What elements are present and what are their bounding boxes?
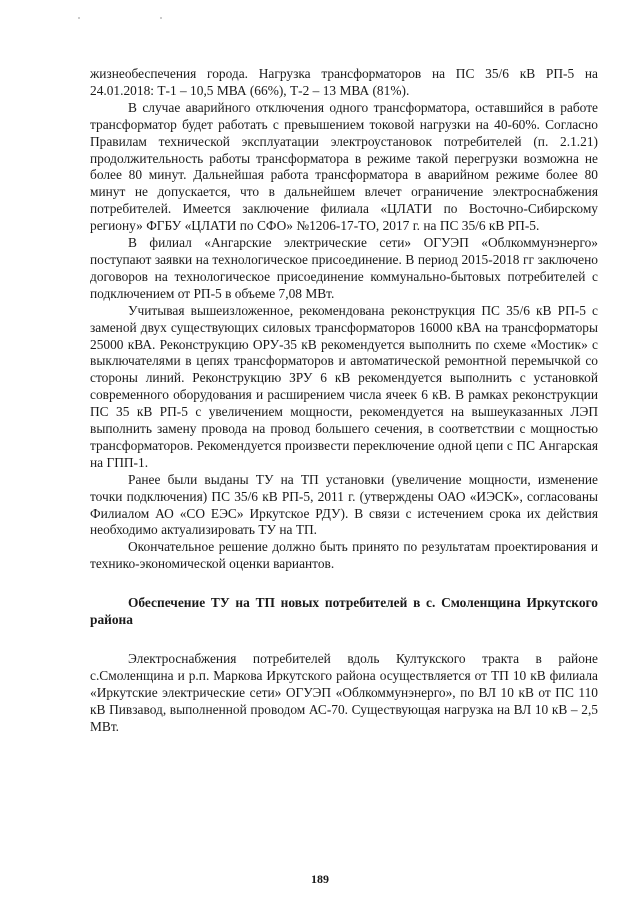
paragraph-reconstruction: Учитывая вышеизложенное, рекомендована реконструкция ПС 35/6 кВ РП-5 с заменой двух существующих силовых трансформаторов 16000 кВА на трансформаторы 25000 кВА. Реконструкцию ОРУ-35 кВ рекомендуется выполнить по схеме «Мостик» с выключателями в цепях трансформаторов и автоматической ремонтной перемычкой со стороны линий. Реконструкцию ЗРУ 6 кВ рекомендуется выполнить с установкой современного оборудования и расширением числа ячеек 6 кВ. В рамках реконструкции ПС 35 кВ РП-5 с увеличением мощности, рекомендуется на вышеуказанных ЛЭП выполнить замену провода на провод большего сечения, в соответствии с мощностью трансформаторов. Рекомендуется произвести переключение одной цепи с ПС Ангарская на ГПП-1. <box>90 302 598 470</box>
paragraph-smolenshchina: Электроснабжения потребителей вдоль Култукского тракта в районе с.Смоленщина и р.п. Маркова Иркутского района осуществляется от ТП 10 кВ филиала «Иркутские электрические сети» ОГУЭП «Облкоммунэнерго», по ВЛ 10 кВ от ПС 110 кВ Пивзавод, выполненной проводом АС-70. Существующая нагрузка на ВЛ 10 кВ – 2,5 МВт. <box>90 651 598 734</box>
paragraph-previous-tu: Ранее были выданы ТУ на ТП установки (увеличение мощности, изменение точки подключения) ПС 35/6 кВ РП-5, 2011 г. (утверждены ОАО «ИЭСК», согласованы Филиалом АО «СО ЕЭС» Иркутское РДУ). В связи с истечением срока их действия необходимо актуализировать ТУ на ТП. <box>90 471 598 538</box>
scan-speck <box>160 17 162 19</box>
paragraph-overload: В случае аварийного отключения одного трансформатора, оставшийся в работе трансформатор будет работать с превышением токовой нагрузки на 40-60%. Согласно Правилам технической эксплуатации электроустановок потребителей (п. 2.1.21) продолжительность работы трансформатора в режиме такой перегрузки возможна не более 80 минут. Дальнейшая работа трансформатора в аварийном режиме более 80 минут не допускается, что в дальнейшем влечет ограничение электроснабжения потребителей. Имеется заключение филиала «ЦЛАТИ по Восточно-Сибирскому региону» ФГБУ «ЦЛАТИ по СФО» №1206-17-ТО, 2017 г. на ПС 35/6 кВ РП-5. <box>90 99 598 234</box>
paragraph-continuation: жизнеобеспечения города. Нагрузка трансформаторов на ПС 35/6 кВ РП-5 на 24.01.2018: Т-1 – 10,5 МВА (66%), Т-2 – 13 МВА (81%). <box>90 66 598 98</box>
paragraph-final-decision: Окончательное решение должно быть принято по результатам проектирования и технико-экономической оценки вариантов. <box>90 539 598 572</box>
paragraph-applications: В филиал «Ангарские электрические сети» ОГУЭП «Облкоммунэнерго» поступают заявки на технологическое присоединение. В период 2015-2018 гг заключено договоров на технологическое присоединение коммунально-бытовых потребителей с подключением от РП-5 в объеме 7,08 МВт. <box>90 235 598 301</box>
scan-speck <box>78 17 80 19</box>
page-number: 189 <box>311 872 329 886</box>
body-text <box>90 66 598 736</box>
section-heading: Обеспечение ТУ на ТП новых потребителей в с. Смоленщина Иркутского района <box>90 595 598 628</box>
